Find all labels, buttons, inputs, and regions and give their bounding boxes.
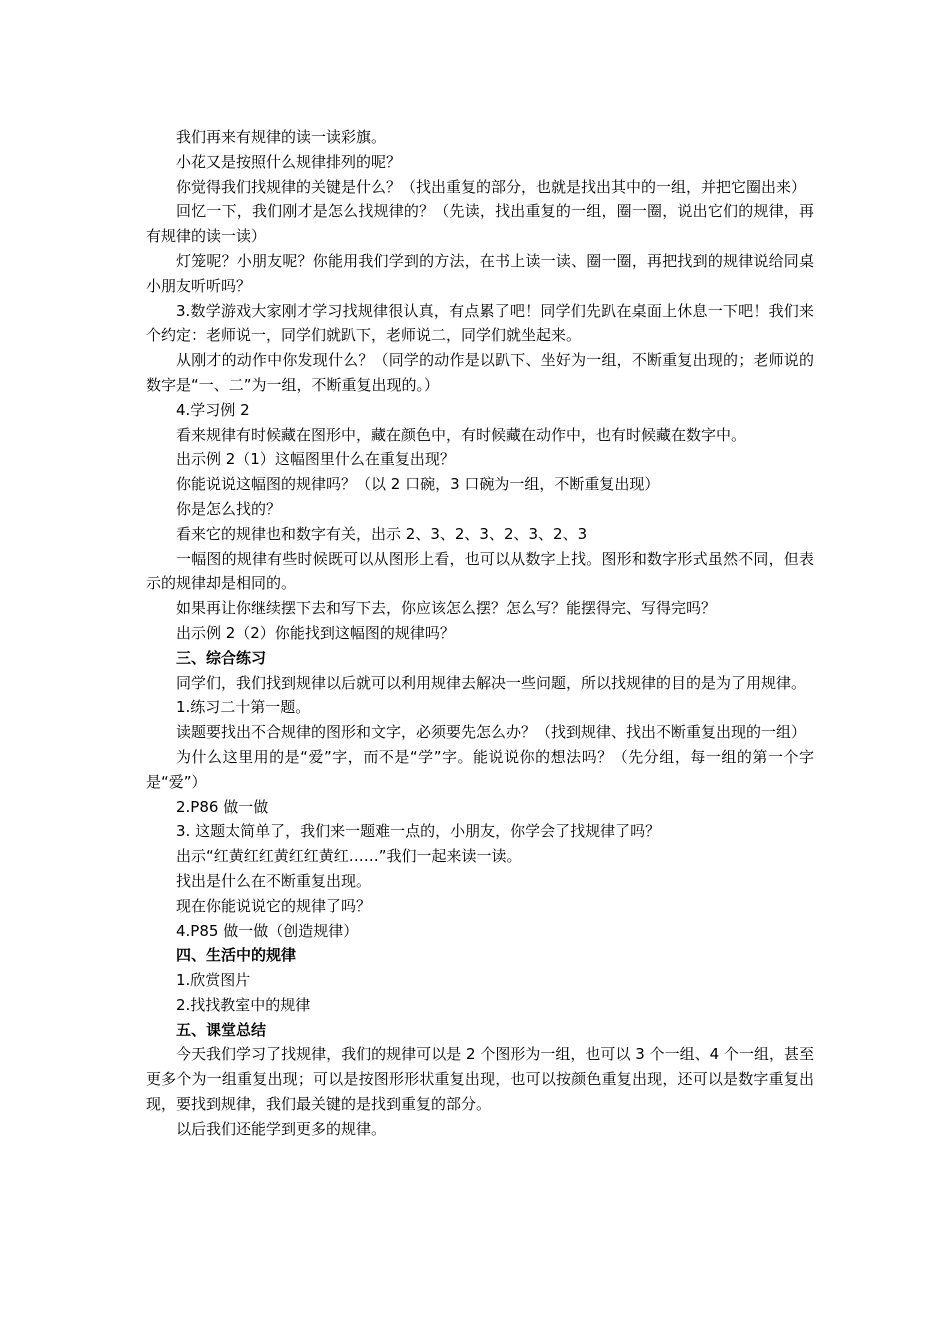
paragraph: 一幅图的规律有些时候既可以从图形上看，也可以从数字上找。图形和数字形式虽然不同，但表示的规律却是相同的。 xyxy=(146,549,814,593)
paragraph: 回忆一下，我们刚才是怎么找规律的？（先读，找出重复的一组，圈一圈，说出它们的规律，再有规律的读一读） xyxy=(146,202,814,246)
paragraph: 1.练习二十第一题。 xyxy=(176,698,311,717)
paragraph: 2.找找教室中的规律 xyxy=(176,995,311,1014)
paragraph: 4.学习例 2 xyxy=(176,400,250,419)
paragraph: 3.数学游戏大家刚才学习找规律很认真，有点累了吧！同学们先趴在桌面上休息一下吧！我们来个约定：老师说一，同学们就趴下，老师说二，同学们就坐起来。 xyxy=(146,301,814,345)
paragraph: 为什么这里用的是“爱”字，而不是“学”字。能说说你的想法吗？（先分组，每一组的第一个字是“爱”） xyxy=(146,747,814,791)
paragraph: 你能说说这幅图的规律吗？（以 2 口碗，3 口碗为一组，不断重复出现） xyxy=(176,475,660,494)
paragraph: 我们再来有规律的读一读彩旗。 xyxy=(176,128,387,146)
paragraph: 以后我们还能学到更多的规律。 xyxy=(176,1119,387,1138)
paragraph: 你是怎么找的？ xyxy=(176,499,282,518)
paragraph: 2.P86 做一做 xyxy=(176,797,269,816)
paragraph: 现在你能说说它的规律了吗？ xyxy=(176,896,372,915)
paragraph: 出示“红黄红红黄红红黄红……”我们一起来读一读。 xyxy=(176,847,522,866)
paragraph: 小花又是按照什么规律排列的呢？ xyxy=(176,152,402,171)
paragraph: 同学们，我们找到规律以后就可以利用规律去解决一些问题，所以找规律的目的是为了用规律。 xyxy=(176,673,807,692)
paragraph: 看来规律有时候藏在图形中，藏在颜色中，有时候藏在动作中，也有时候藏在数字中。 xyxy=(176,425,747,444)
paragraph: 4.P85 做一做（创造规律） xyxy=(176,921,359,940)
paragraph: 读题要找出不合规律的图形和文字，必须要先怎么办？（找到规律、找出不断重复出现的一组） xyxy=(176,723,807,742)
section-heading: 五、课堂总结 xyxy=(176,1020,267,1039)
section-heading: 三、综合练习 xyxy=(176,648,267,667)
paragraph: 1.欣赏图片 xyxy=(176,971,251,990)
paragraph: 如果再让你继续摆下去和写下去，你应该怎么摆？怎么写？能摆得完、写得完吗？ xyxy=(176,599,717,618)
paragraph: 3. 这题太简单了，我们来一题难一点的，小朋友，你学会了找规律了吗？ xyxy=(176,822,661,841)
paragraph: 出示例 2（2）你能找到这幅图的规律吗？ xyxy=(176,623,455,642)
paragraph: 出示例 2（1）这幅图里什么在重复出现？ xyxy=(176,450,455,469)
paragraph: 找出是什么在不断重复出现。 xyxy=(176,871,372,890)
paragraph: 今天我们学习了找规律，我们的规律可以是 2 个图形为一组，也可以 3 个一组、4 个一组，甚至更多个为一组重复出现；可以是按图形形状重复出现，也可以按颜色重复出现，还可以是数字重复出现，要找到规律，我们最关键的是找到重复的部分。 xyxy=(146,1045,814,1114)
paragraph: 看来它的规律也和数字有关，出示 2、3、2、3、2、3、2、3 xyxy=(176,524,588,543)
paragraph: 你觉得我们找规律的关键是什么？（找出重复的部分，也就是找出其中的一组，并把它圈出来） xyxy=(176,177,807,196)
section-heading: 四、生活中的规律 xyxy=(176,946,297,965)
paragraph: 灯笼呢？小朋友呢？你能用我们学到的方法，在书上读一读、圈一圈，再把找到的规律说给同桌小朋友听听吗？ xyxy=(146,251,814,295)
paragraph: 从刚才的动作中你发现什么？（同学的动作是以趴下、坐好为一组，不断重复出现的；老师说的数字是“一、二”为一组，不断重复出现的。） xyxy=(146,351,814,394)
document-body xyxy=(146,125,814,1142)
